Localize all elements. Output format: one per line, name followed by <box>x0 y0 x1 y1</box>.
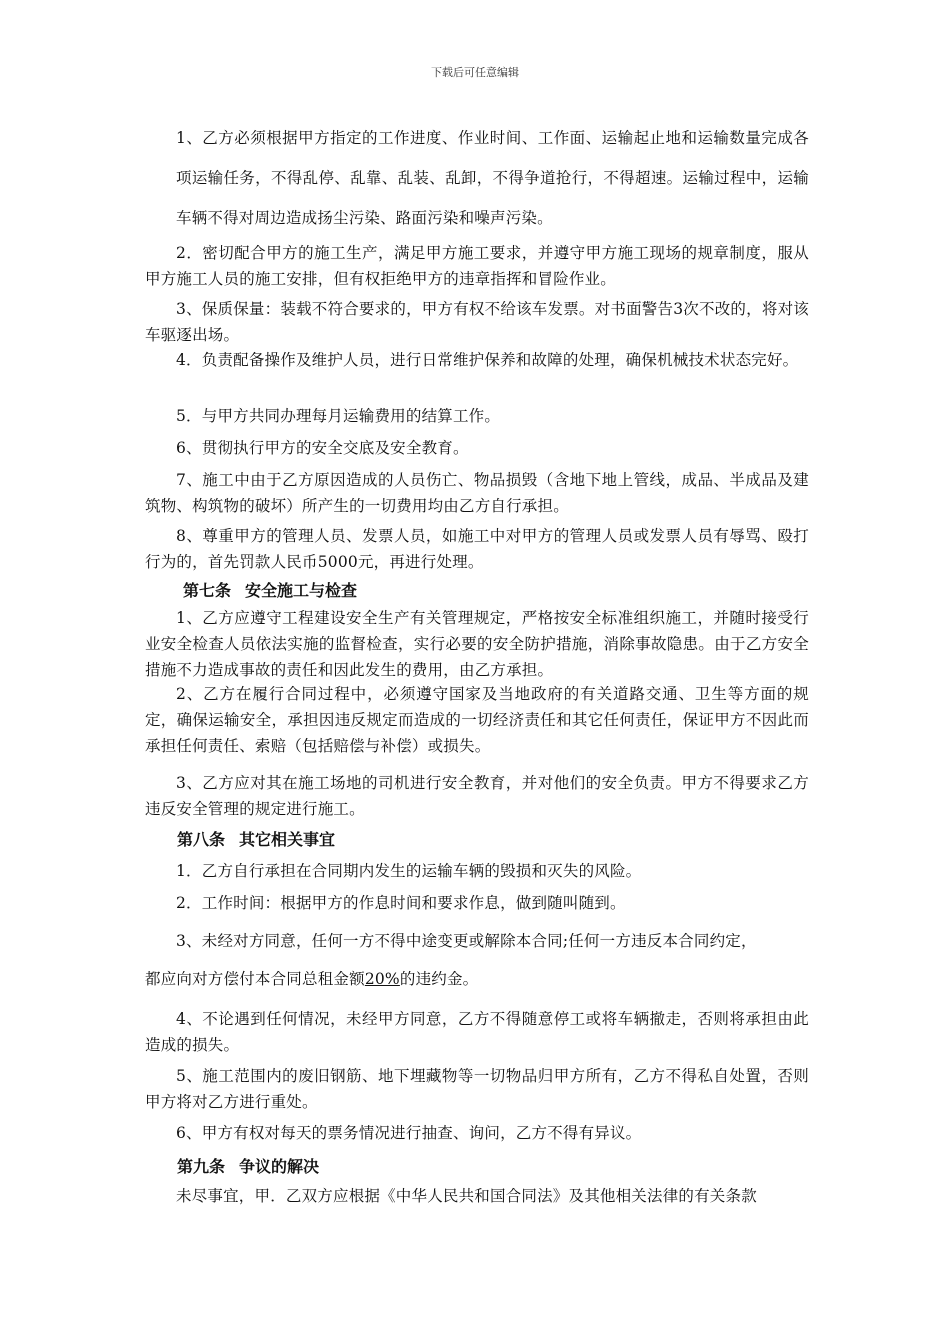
paragraph: 1．乙方自行承担在合同期内发生的运输车辆的毁损和灭失的风险。 <box>176 862 642 880</box>
section-number: 第八条 <box>177 830 226 849</box>
paragraph: 7、施工中由于乙方原因造成的人员伤亡、物品损毁（含地下地上管线，成品、半成品及建筑物、构筑物的破坏）所产生的一切费用均由乙方自行承担。 <box>145 471 809 515</box>
paragraph: 2．工作时间：根据甲方的作息时间和要求作息，做到随叫随到。 <box>176 894 626 912</box>
paragraph: 4、不论遇到任何情况，未经甲方同意，乙方不得随意停工或将车辆撤走，否则将承担由此造成的损失。 <box>145 1010 809 1054</box>
paragraph: 8、尊重甲方的管理人员、发票人员，如施工中对甲方的管理人员或发票人员有辱骂、殴打行为的，首先罚款人民币5000元，再进行处理。 <box>145 527 809 571</box>
paragraph: 4．负责配备操作及维护人员，进行日常维护保养和故障的处理，确保机械技术状态完好。 <box>176 351 799 369</box>
paragraph: 2、乙方在履行合同过程中，必须遵守国家及当地政府的有关道路交通、卫生等方面的规定，确保运输安全，承担因违反规定而造成的一切经济责任和其它任何责任，保证甲方不因此而承担任何责任、索赔（包括赔偿与补偿）或损失。 <box>145 685 809 755</box>
section-heading-9 <box>177 1154 319 1180</box>
paragraph: 3、乙方应对其在施工场地的司机进行安全教育，并对他们的安全负责。甲方不得要求乙方违反安全管理的规定进行施工。 <box>145 774 809 818</box>
paragraph <box>145 966 809 992</box>
section-number: 第九条 <box>177 1157 226 1176</box>
paragraph: 2．密切配合甲方的施工生产，满足甲方施工要求，并遵守甲方施工现场的规章制度，服从甲方施工人员的施工安排，但有权拒绝甲方的违章指挥和冒险作业。 <box>145 244 809 288</box>
section-heading-8 <box>177 827 335 853</box>
paragraph: 6、甲方有权对每天的票务情况进行抽查、询问，乙方不得有异议。 <box>176 1124 642 1142</box>
paragraph: 1、乙方必须根据甲方指定的工作进度、作业时间、工作面、运输起止地和运输数量完成各项运输任务，不得乱停、乱靠、乱装、乱卸，不得争道抢行，不得超速。运输过程中，运输车辆不得对周边造成扬尘污染、路面污染和噪声污染。 <box>176 129 809 227</box>
penalty-percent: 20% <box>364 970 400 988</box>
text-run: 都应向对方偿付本合同总租金额 <box>145 970 365 988</box>
paragraph: 5．与甲方共同办理每月运输费用的结算工作。 <box>176 407 501 425</box>
section-heading-7 <box>183 578 357 604</box>
text-run: 的违约金。 <box>399 970 479 988</box>
paragraph: 未尽事宜，甲．乙双方应根据《中华人民共和国合同法》及其他相关法律的有关条款 <box>176 1187 757 1205</box>
paragraph: 6、贯彻执行甲方的安全交底及安全教育。 <box>176 439 469 457</box>
paragraph: 3、保质保量：装载不符合要求的，甲方有权不给该车发票。对书面警告3次不改的，将对该车驱逐出场。 <box>145 300 809 344</box>
section-number: 第七条 <box>183 581 232 600</box>
page-header: 下载后可任意编辑 <box>431 66 519 79</box>
paragraph: 5、施工范围内的废旧钢筋、地下埋藏物等一切物品归甲方所有，乙方不得私自处置，否则甲方将对乙方进行重处。 <box>145 1067 809 1111</box>
paragraph: 1、乙方应遵守工程建设安全生产有关管理规定，严格按安全标准组织施工，并随时接受行业安全检查人员依法实施的监督检查，实行必要的安全防护措施，消除事故隐患。由于乙方安全措施不力造成事故的责任和因此发生的费用，由乙方承担。 <box>145 609 809 679</box>
section-title: 其它相关事宜 <box>239 830 336 849</box>
section-title: 争议的解决 <box>239 1157 320 1176</box>
section-title: 安全施工与检查 <box>245 581 358 600</box>
paragraph: 3、未经对方同意，任何一方不得中途变更或解除本合同;任何一方违反本合同约定， <box>176 932 757 950</box>
